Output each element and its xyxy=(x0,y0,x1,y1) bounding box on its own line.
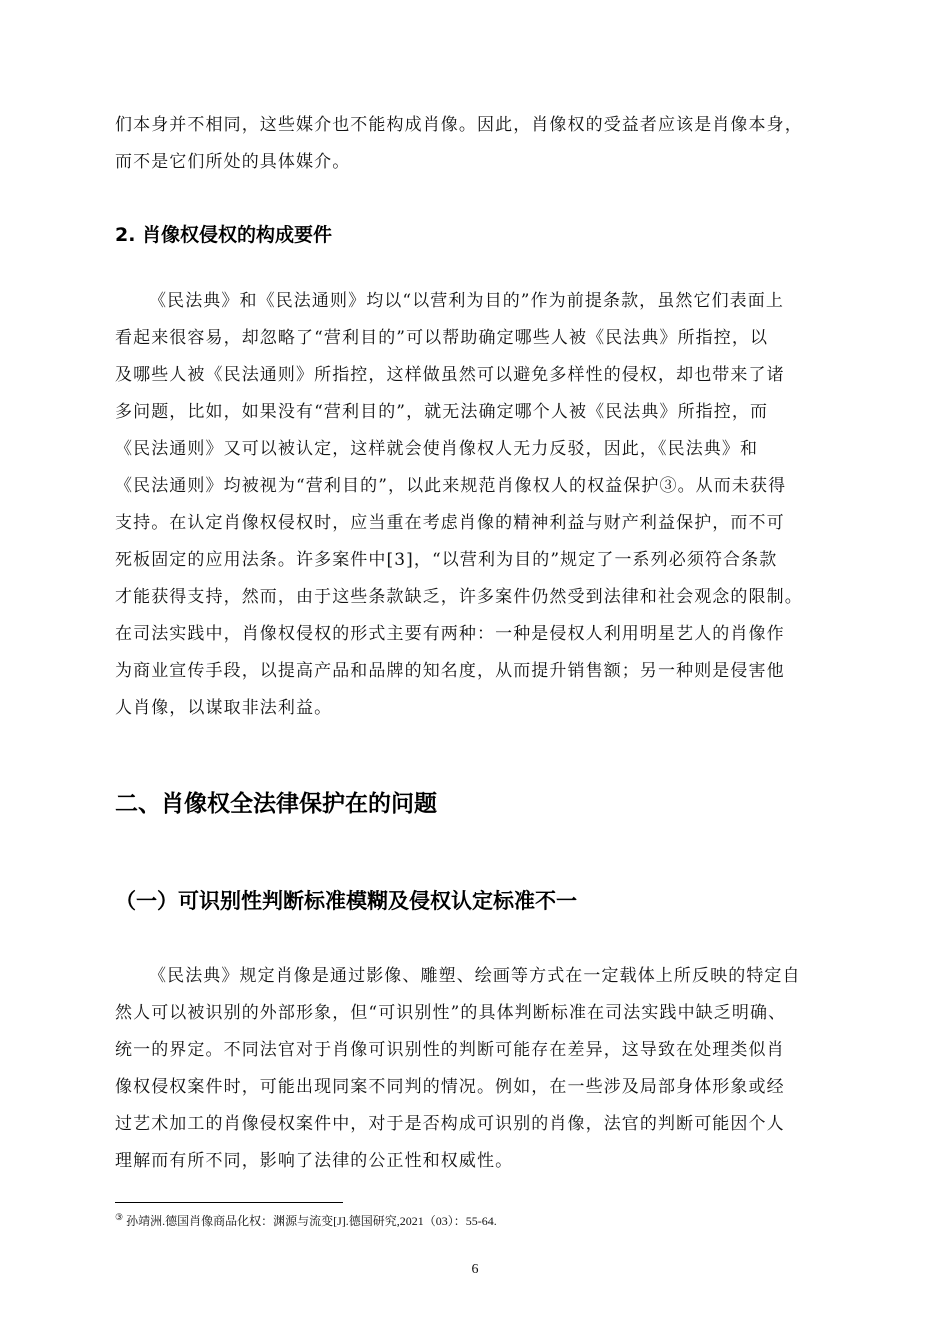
text-line: 过艺术加工的肖像侵权案件中，对于是否构成可识别的肖像，法官的判断可能因个人 xyxy=(115,1114,785,1134)
text-line: 多问题，比如，如果没有“营利目的”，就无法确定哪个人被《民法典》所指控，而 xyxy=(115,402,769,422)
text-line: 《民法通则》均被视为“营利目的”，以此来规范肖像权人的权益保护③。从而未获得 xyxy=(115,476,787,496)
footnote-marker: ③ xyxy=(115,1212,124,1222)
text-line: 死板固定的应用法条。许多案件中[3]，“以营利为目的”规定了一系列必须符合条款 xyxy=(115,550,778,570)
subheading-2: 2. 肖像权侵权的构成要件 xyxy=(115,224,333,246)
subsection-heading: （一）可识别性判断标准模糊及侵权认定标准不一 xyxy=(115,889,577,913)
text-line: 《民法通则》又可以被认定，这样就会使肖像权人无力反驳，因此，《民法典》和 xyxy=(115,439,759,459)
text-line: 才能获得支持，然而，由于这些条款缺乏，许多案件仍然受到法律和社会观念的限制。 xyxy=(115,587,803,607)
text-line: 在司法实践中，肖像权侵权的形式主要有两种：一种是侵权人利用明星艺人的肖像作 xyxy=(115,624,785,644)
footnote xyxy=(115,1212,497,1229)
section-heading: 二、肖像权全法律保护在的问题 xyxy=(115,791,437,817)
text-line: 支持。在认定肖像权侵权时，应当重在考虑肖像的精神利益与财产利益保护，而不可 xyxy=(115,513,785,533)
text-line: 们本身并不相同，这些媒介也不能构成肖像。因此，肖像权的受益者应该是肖像本身， xyxy=(115,115,803,135)
paragraph-infringement-elements xyxy=(115,283,840,727)
text-line: 而不是它们所处的具体媒介。 xyxy=(115,152,351,172)
footnote-separator xyxy=(115,1202,343,1203)
text-line: 《民法典》和《民法通则》均以“以营利为目的”作为前提条款，虽然它们表面上 xyxy=(149,291,784,311)
text-line: 统一的界定。不同法官对于肖像可识别性的判断可能存在差异，这导致在处理类似肖 xyxy=(115,1040,785,1060)
text-line: 然人可以被识别的外部形象，但“可识别性”的具体判断标准在司法实践中缺乏明确、 xyxy=(115,1003,787,1023)
page-number: 6 xyxy=(471,1262,479,1277)
text-line: 理解而有所不同，影响了法律的公正性和权威性。 xyxy=(115,1151,514,1171)
footnote-text: 孙靖洲.德国肖像商品化权：渊源与流变[J].德国研究,2021（03）：55-64. xyxy=(126,1214,497,1228)
text-line: 为商业宣传手段，以提高产品和品牌的知名度，从而提升销售额；另一种则是侵害他 xyxy=(115,661,785,681)
text-line: 《民法典》规定肖像是通过影像、雕塑、绘画等方式在一定载体上所反映的特定自 xyxy=(149,966,801,986)
text-line: 看起来很容易，却忽略了“营利目的”可以帮助确定哪些人被《民法典》所指控，以 xyxy=(115,328,769,348)
text-line: 及哪些人被《民法通则》所指控，这样做虽然可以避免多样性的侵权，却也带来了诸 xyxy=(115,365,785,385)
paragraph-continuation xyxy=(115,107,840,181)
text-line: 人肖像，以谋取非法利益。 xyxy=(115,698,333,718)
text-line: 像权侵权案件时，可能出现同案不同判的情况。例如，在一些涉及局部身体形象或经 xyxy=(115,1077,785,1097)
paragraph-identifiability xyxy=(115,958,840,1180)
